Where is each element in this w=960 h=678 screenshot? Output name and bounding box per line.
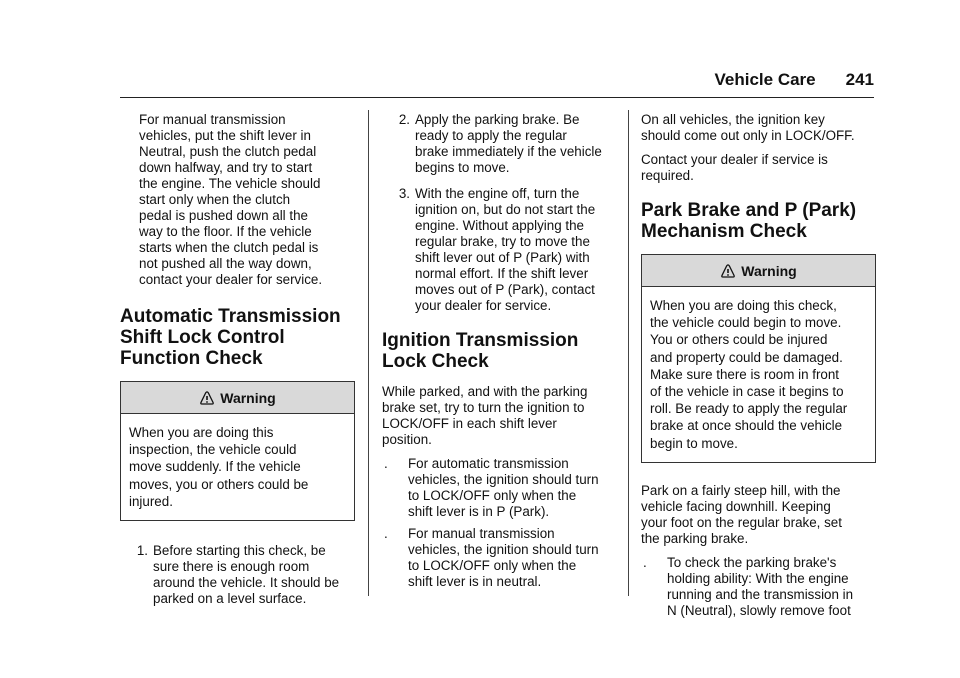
bullet-item: [382, 526, 617, 590]
step-text: Apply the parking brake. Be ready to apply the regular brake immediately if the vehicle begins to move.: [415, 112, 602, 175]
bullet-marker: .: [384, 526, 388, 541]
warning-title: Warning: [220, 389, 276, 406]
bullet-item: [382, 456, 617, 520]
section-heading: Automatic Transmission Shift Lock Control Function Check: [120, 306, 341, 369]
page-header: [715, 70, 875, 90]
warning-header: [121, 382, 354, 414]
warning-title: Warning: [741, 262, 797, 279]
step-item: [382, 186, 617, 314]
column-2: [382, 112, 617, 596]
warning-triangle-icon: [199, 390, 215, 406]
step-number: 3.: [398, 186, 410, 201]
warning-box: [120, 381, 355, 521]
warning-text: When you are doing this check, the vehicle could begin to move. You or others could be injured and property could be damaged. Make sure there is room in front of the vehicle in case it begins to roll. Be ready to apply the regular brake at once should the vehicle begin to move.: [650, 298, 848, 451]
column-divider: [628, 110, 629, 596]
warning-header: [642, 255, 875, 287]
bullet-item: [641, 555, 876, 619]
bullet-marker: .: [643, 554, 647, 570]
column-3: [641, 112, 876, 625]
warning-text: When you are doing this inspection, the vehicle could move suddenly. If the vehicle moves, you or others could be injured.: [129, 425, 309, 509]
column-1: [120, 112, 355, 613]
header-rule: [120, 97, 874, 98]
step-item: [382, 112, 617, 176]
step-item: [120, 543, 355, 607]
bullet-text: For manual transmission vehicles, the ignition should turn to LOCK/OFF only when the shift lever is in neutral.: [408, 526, 599, 589]
warning-triangle-icon: [720, 263, 736, 279]
ignition-key-paragraph: On all vehicles, the ignition key should come out only in LOCK/OFF.: [641, 112, 855, 143]
column-divider: [368, 110, 369, 596]
bullet-text: To check the parking brake's holding ability: With the engine running and the transmission in N (Neutral), slowly remove foot: [667, 554, 854, 618]
steep-hill-paragraph: Park on a fairly steep hill, with the vehicle facing downhill. Keeping your foot on the regular brake, set the parking brake.: [641, 482, 842, 546]
bullet-text: For automatic transmission vehicles, the ignition should turn to LOCK/OFF only when the shift lever is in P (Park).: [408, 456, 599, 519]
step-text: With the engine off, turn the ignition on, but do not start the engine. Without applying the regular brake, try to move the shift lever out of P (Park) with normal effort. If the shift lever moves out of P (Park), contact your dealer for service.: [415, 186, 596, 313]
contact-dealer-paragraph: Contact your dealer if service is required.: [641, 152, 828, 183]
ignition-lock-paragraph: While parked, and with the parking brake set, try to turn the ignition to LOCK/OFF in each shift lever position.: [382, 384, 588, 447]
bullet-marker: .: [384, 456, 388, 471]
step-number: 1.: [136, 543, 148, 559]
section-title: Vehicle Care: [714, 70, 816, 89]
manual-transmission-paragraph: For manual transmission vehicles, put the shift lever in Neutral, push the clutch pedal down halfway, and try to start the engine. The vehicle should start only when the clutch pedal is pushed down all the way to the floor. If the vehicle starts when the clutch pedal is not pushed all the way down, contact your dealer for service.: [139, 112, 323, 287]
section-heading: Park Brake and P (Park) Mechanism Check: [641, 200, 857, 242]
page-number: 241: [845, 70, 874, 89]
section-heading: Ignition Transmission Lock Check: [382, 330, 579, 372]
step-number: 2.: [398, 112, 410, 127]
step-text: Before starting this check, be sure there is enough room around the vehicle. It should be parked on a level surface.: [153, 543, 340, 607]
warning-box: [641, 254, 876, 463]
